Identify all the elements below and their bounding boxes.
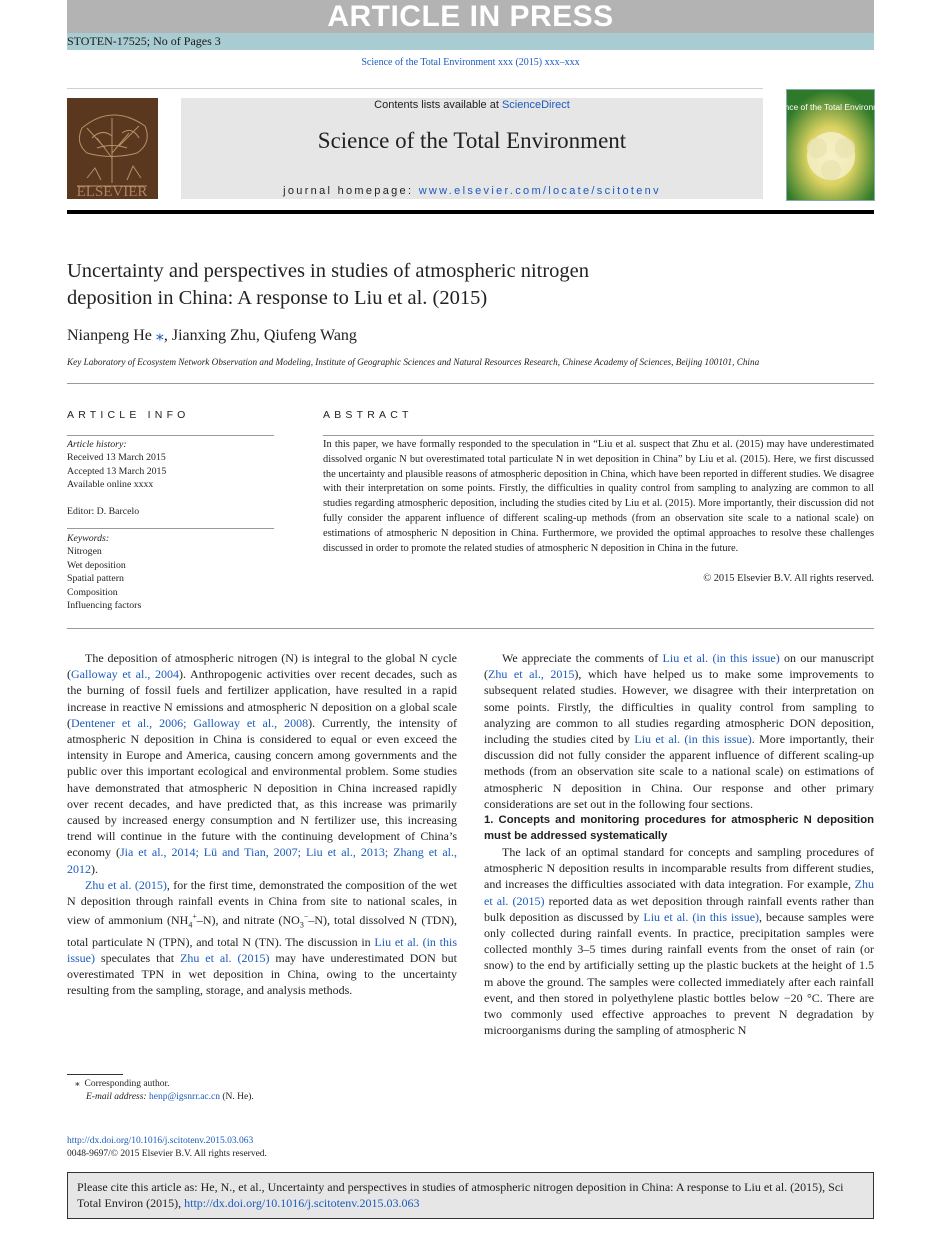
article-title-line-1: Uncertainty and perspectives in studies of atmospheric nitrogen: [67, 260, 590, 282]
superscript: +: [192, 912, 197, 922]
journal-ref-link[interactable]: Science of the Total Environment xxx (2015) xxx–xxx: [361, 57, 580, 68]
text: reported data as wet deposition through rainfall events rather than bulk deposition as discussed by: [484, 893, 874, 924]
text: –N), total dissolved N (TDN), total particulate N (TPN), and total N (TN). The discussion in: [67, 913, 458, 949]
text: , for the first time, demonstrated the composition of the wet N deposition through rainfall events in China from site to national scales, in view of ammonium (NH: [67, 877, 457, 928]
citation-link[interactable]: Liu et al. (in this issue): [634, 732, 752, 747]
editor: Editor: D. Barcelo: [67, 506, 140, 517]
text: ). Anthropogenic activities over recent decades, such as the burning of fossil fuels and fertilizer application, have resulted in a rapid increase in reactive N emissions and atmospheric N deposition on a global scale (: [67, 667, 457, 730]
issn-line: 0048-9697/© 2015 Elsevier B.V. All rights reserved.: [67, 1149, 267, 1159]
keywords-label: Keywords:: [67, 533, 110, 544]
journal-cover-image: [767, 89, 893, 201]
text: ).: [91, 861, 98, 876]
paragraph: [67, 877, 457, 999]
homepage-line: [181, 185, 763, 197]
subscript: 3: [299, 920, 304, 930]
homepage-link[interactable]: www.elsevier.com/locate/scitotenv: [418, 185, 661, 197]
email-note: [86, 1092, 254, 1102]
article-title-line-2: deposition in China: A response to Liu et al. (2015): [67, 287, 488, 309]
citation-doi-link[interactable]: http://dx.doi.org/10.1016/j.scitotenv.2015.03.063: [184, 1196, 420, 1210]
subscript: 4: [188, 920, 193, 930]
online-date: Available online xxxx: [67, 479, 154, 491]
email-label: E-mail address:: [86, 1092, 149, 1102]
other-authors: , Jianxing Zhu, Qiufeng Wang: [163, 327, 357, 344]
citation-prefix: Please cite this article as: He, N., et al., Uncertainty and perspectives in studies of atmospheric nitrogen deposition in China: A response to Liu et al. (2015), Sci Total Environ (2015),: [77, 1180, 844, 1210]
divider: [67, 628, 874, 629]
text: . More importantly, their discussion did not fully consider the apparent influence of different scaling-up methods (from an observation site scale to a national scale) on estimations of atmospheric N deposition in China. Our response and other primary considerations are set out in the following four sections.: [484, 732, 874, 811]
author-list: [67, 325, 357, 345]
header-rule: [67, 88, 763, 89]
header-thick-rule: [67, 210, 874, 214]
keyword: Composition: [67, 586, 118, 598]
email-suffix: (N. He).: [220, 1092, 254, 1102]
info-divider: [67, 528, 274, 529]
corresponding-author-note: [75, 1078, 169, 1089]
homepage-prefix: journal homepage:: [283, 185, 419, 197]
paragraph: [67, 650, 457, 877]
journal-title: Science of the Total Environment: [317, 128, 627, 153]
citation-link[interactable]: Galloway et al., 2004: [71, 667, 180, 682]
citation-link[interactable]: Dentener et al., 2006; Galloway et al., 2008: [71, 715, 309, 730]
text: speculates that: [95, 951, 181, 966]
citation-link[interactable]: Liu et al. (in this issue): [643, 909, 760, 924]
author-1: Nianpeng He: [67, 327, 152, 344]
abstract-copyright: © 2015 Elsevier B.V. All rights reserved.: [703, 573, 874, 584]
accepted-date: Accepted 13 March 2015: [67, 465, 167, 477]
contents-prefix: Contents lists available at: [374, 99, 502, 111]
article-history: [67, 438, 166, 492]
text: on our manuscript (: [484, 651, 875, 682]
elsevier-logo: [67, 98, 158, 199]
elsevier-tree-icon: [67, 98, 158, 199]
citation-link[interactable]: Liu et al. (in this issue): [662, 651, 780, 665]
text: ), which have helped us to make some improvements to subsequent related studies. However, we disagree with their interpretation on some points. Firstly, the difficulties in quality control from sampling to analyzing are common to all studies regarding atmospheric DON deposition, including the studies cited by: [484, 667, 874, 747]
doi-block: [67, 1135, 267, 1161]
footnote-star: ⁎: [75, 1079, 80, 1089]
citation-text: [77, 1179, 867, 1211]
received-date: Received 13 March 2015: [67, 452, 166, 464]
abstract-divider: [323, 435, 874, 436]
body-right-column: [484, 650, 874, 1038]
text: We appreciate the comments of: [502, 651, 663, 665]
text: –N), and nitrate (NO: [196, 913, 300, 928]
text: , because samples were only collected during rainfall events. In practice, precipitation samples were collected monthly 3–5 times during rainfall events from the onset of rain (or snow) to the end by artificially setting up the plastic buckets at the height of 1.5 m above the ground. The samples were collected immediately after each rainfall event, and then stored in polyethylene plastic bottles below −20 °C. There are two commonly used effective approaches to prevent N degradation by microorganisms during the sampling of atmospheric N: [484, 909, 875, 1038]
citation-link[interactable]: Zhu et al. (2015): [85, 877, 167, 892]
history-label: Article history:: [67, 439, 127, 450]
contents-line: [181, 99, 763, 111]
text: may have underestimated DON but overestimated TPN in wet deposition in China, owing to the uncertainty resulting from the sampling, storage, and analysis methods.: [67, 951, 458, 998]
citation-link[interactable]: Zhu et al., 2015: [488, 667, 575, 682]
keyword: Spatial pattern: [67, 573, 124, 585]
paragraph: [484, 650, 874, 812]
divider: [67, 383, 874, 384]
doi-link[interactable]: http://dx.doi.org/10.1016/j.scitotenv.2015.03.063: [67, 1136, 254, 1146]
cover-art-icon: [767, 90, 893, 200]
article-title: [67, 258, 767, 312]
citation-link[interactable]: Zhu et al. (2015): [484, 877, 874, 908]
section-1-title: 1. Concepts and monitoring procedures for atmospheric N deposition must be addressed systematically: [484, 814, 874, 843]
cover-title: Science of the Total Environment: [767, 102, 893, 112]
article-ref-bar: [67, 33, 874, 50]
citation-link[interactable]: Jia et al., 2014; Lü and Tian, 2007; Liu et al., 2013; Zhang et al., 2012: [67, 845, 458, 876]
footnote-label: Corresponding author.: [84, 1079, 170, 1089]
text: ). Currently, the intensity of atmospheric N deposition in China is considered to equal or even exceed the intensity in Europe and America, causing concern among governments and the public over this important ecological and environmental problem. Some studies have demonstrated that atmospheric N deposition in China increased rapidly over recent decades, and have predicted that, as this increase was primarily caused by increased energy consumption and N fertilizer use, this increasing trend will continue in the future with the continuing development of China’s economy (: [67, 715, 457, 860]
keywords-block: [67, 532, 141, 612]
keyword: Nitrogen: [67, 546, 102, 558]
text: The deposition of atmospheric nitrogen (N) is integral to the global N cycle (: [67, 651, 457, 682]
citation-link[interactable]: Zhu et al. (2015): [180, 951, 270, 966]
body-left-column: [67, 650, 457, 999]
superscript: −: [303, 912, 309, 922]
affiliation: Key Laboratory of Ecosystem Network Observation and Modeling, Institute of Geographic Sciences and Natural Resources Research, Chinese Academy of Sciences, Beijing 100101, China: [67, 357, 760, 367]
citation-link[interactable]: Liu et al. (in this issue): [67, 934, 457, 966]
text: The lack of an optimal standard for concepts and sampling procedures of atmospheric N deposition results in incomparable results from different studies, and increases the difficulties associated with data integration. For example,: [484, 845, 874, 892]
paragraph: [484, 844, 874, 1038]
abstract-heading: ABSTRACT: [323, 409, 413, 421]
info-divider: [67, 435, 274, 436]
keyword: Wet deposition: [67, 559, 126, 571]
footnote-rule: [67, 1074, 123, 1075]
elsevier-logo-text: ELSEVIER: [76, 184, 148, 200]
article-info-heading: ARTICLE INFO: [67, 409, 190, 421]
corresponding-author-link[interactable]: ⁎: [155, 327, 164, 344]
keyword: Influencing factors: [67, 600, 142, 612]
article-ref: STOTEN-17525; No of Pages 3: [67, 34, 221, 48]
sciencedirect-link[interactable]: ScienceDirect: [501, 99, 570, 111]
email-link[interactable]: henp@igsnrr.ac.cn: [148, 1092, 220, 1102]
article-in-press-banner: ARTICLE IN PRESS: [67, 0, 874, 33]
abstract-text: In this paper, we have formally responded to the speculation in “Liu et al. suspect that Zhu et al. (2015) may have underestimated dissolved organic N but overestimated total particulate N in wet deposition in China” by Liu et al. (2015). Here, we first discussed the uncertainty and plausible reasons of atmospheric deposition in China, which have been reported in different studies. We disagree with their interpretation on some points. Firstly, the difficulties in quality control from sampling to analyzing are common to all studies regarding atmospheric deposition, including the studies cited by Liu et al. (2015). More importantly, their discussion did not fully consider the apparent influence of different scaling-up methods (from an observation site scale to a national scale) on estimations of atmospheric N deposition in China. Furthermore, we provided the optimal approaches to resolve these challenges discussed in order to promote the related studies of atmospheric N deposition in China in the future.: [323, 439, 874, 554]
